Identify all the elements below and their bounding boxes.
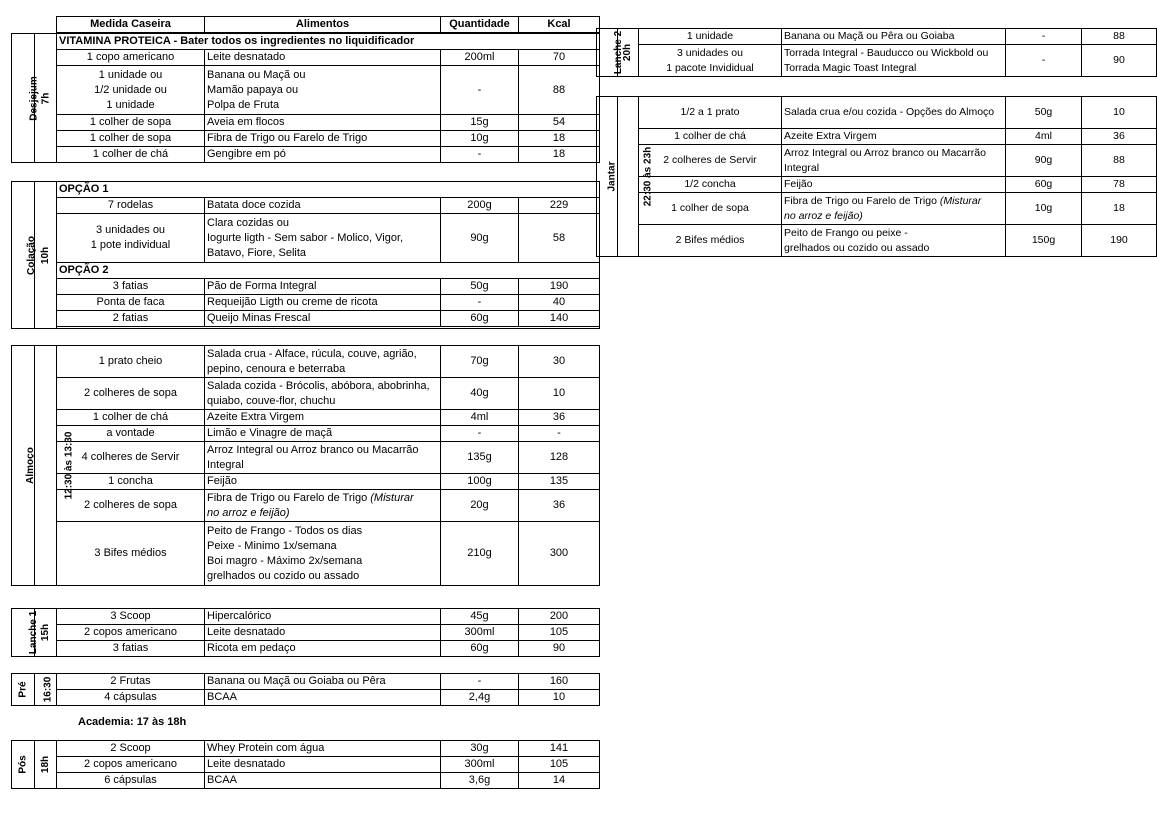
measure-cell: 1 colher de sopa bbox=[57, 131, 205, 147]
header-quantidade: Quantidade bbox=[441, 17, 519, 33]
table-row bbox=[12, 609, 600, 625]
kcal-cell: 10 bbox=[519, 690, 600, 706]
header-medida: Medida Caseira bbox=[57, 17, 205, 33]
quantity-cell: - bbox=[441, 426, 519, 442]
measure-cell: 1 colher de chá bbox=[639, 129, 782, 145]
food-cell: BCAA bbox=[205, 773, 441, 789]
pos-time-label-text: 18h bbox=[39, 755, 51, 774]
kcal-cell: 36 bbox=[519, 490, 600, 522]
food-cell: Feijão bbox=[205, 474, 441, 490]
measure-cell: 3 unidades ou 1 pacote Invididual bbox=[639, 45, 782, 77]
kcal-cell: 88 bbox=[519, 66, 600, 115]
quantity-cell: 50g bbox=[1006, 97, 1082, 129]
quantity-cell: 200ml bbox=[441, 50, 519, 66]
pre-table bbox=[11, 673, 600, 706]
almoco-meal-label bbox=[12, 346, 35, 586]
measure-cell: 2 copos americano bbox=[57, 625, 205, 641]
quantity-cell: 10g bbox=[1006, 193, 1082, 225]
blank-cell bbox=[57, 327, 600, 329]
measure-cell: 1 unidade bbox=[639, 29, 782, 45]
colacao-time-label-text: 10h bbox=[39, 246, 51, 264]
colacao-meal-label bbox=[12, 182, 35, 329]
quantity-cell: - bbox=[1006, 45, 1082, 77]
quantity-cell: - bbox=[1006, 29, 1082, 45]
option2-title: OPÇÃO 2 bbox=[57, 263, 600, 279]
food-cell: Pão de Forma Integral bbox=[205, 279, 441, 295]
lanche1-meal-label bbox=[12, 609, 40, 657]
table-row bbox=[597, 193, 1157, 225]
almoco-time-label-text: 12:30 às 13:30 bbox=[63, 431, 75, 500]
measure-cell: 6 cápsulas bbox=[57, 773, 205, 789]
measure-cell: Ponta de faca bbox=[57, 295, 205, 311]
table-row bbox=[12, 115, 600, 131]
jantar-meal-label bbox=[597, 97, 618, 257]
food-cell: Leite desnatado bbox=[205, 625, 441, 641]
food-cell: Aveia em flocos bbox=[205, 115, 441, 131]
table-row bbox=[12, 773, 600, 789]
food-cell: Salada crua e/ou cozida - Opções do Almoço bbox=[782, 97, 1006, 129]
kcal-cell: 229 bbox=[519, 198, 600, 214]
almoco-meal-label-text: Almoço bbox=[24, 447, 36, 484]
lanche2-time-label-text: 20h bbox=[622, 43, 634, 62]
quantity-cell: 50g bbox=[441, 279, 519, 295]
quantity-cell: 3,6g bbox=[441, 773, 519, 789]
desjejum-meal-label bbox=[12, 34, 40, 163]
measure-cell: 1 prato cheio bbox=[57, 346, 205, 378]
measure-cell: 3 Scoop bbox=[57, 609, 205, 625]
food-cell: Leite desnatado bbox=[205, 757, 441, 773]
kcal-cell: 36 bbox=[1082, 129, 1157, 145]
section-title: VITAMINA PROTEICA - Bater todos os ingredientes no liquidificador bbox=[57, 34, 600, 50]
quantity-cell: 15g bbox=[441, 115, 519, 131]
jantar-time-label-text: 22:30 às 23h bbox=[642, 146, 654, 207]
option1-title: OPÇÃO 1 bbox=[57, 182, 600, 198]
table-row bbox=[12, 757, 600, 773]
measure-cell: 2 Bifes médios bbox=[639, 225, 782, 257]
lanche2-meal-label bbox=[597, 29, 625, 77]
food-cell: Fibra de Trigo ou Farelo de Trigo (Misturar no arroz e feijão) bbox=[205, 490, 441, 522]
colacao-time-label bbox=[35, 182, 57, 329]
table-row bbox=[597, 97, 1157, 129]
measure-cell: 3 unidades ou 1 pote individual bbox=[57, 214, 205, 263]
kcal-cell: 135 bbox=[519, 474, 600, 490]
table-row bbox=[12, 131, 600, 147]
quantity-cell: 4ml bbox=[441, 410, 519, 426]
table-row bbox=[12, 198, 600, 214]
table-row bbox=[12, 674, 600, 690]
quantity-cell: 30g bbox=[441, 741, 519, 757]
desjejum-table bbox=[11, 33, 600, 163]
quantity-cell: - bbox=[441, 674, 519, 690]
food-cell: Peito de Frango ou peixe - grelhados ou cozido ou assado bbox=[782, 225, 1006, 257]
table-row bbox=[12, 279, 600, 295]
kcal-cell: 90 bbox=[1082, 45, 1157, 77]
kcal-cell: 88 bbox=[1082, 29, 1157, 45]
measure-cell: 2 copos americano bbox=[57, 757, 205, 773]
quantity-cell: 300ml bbox=[441, 757, 519, 773]
pre-time-label-text: 16:30 bbox=[42, 676, 54, 703]
table-row bbox=[12, 295, 600, 311]
kcal-cell: 10 bbox=[1082, 97, 1157, 129]
lanche1-meal-label-text: Lanche 1 bbox=[28, 610, 40, 655]
quantity-cell: 210g bbox=[441, 522, 519, 586]
quantity-cell: 300ml bbox=[441, 625, 519, 641]
table-row bbox=[12, 442, 600, 474]
quantity-cell: 70g bbox=[441, 346, 519, 378]
kcal-cell: 70 bbox=[519, 50, 600, 66]
section-title-row bbox=[12, 34, 600, 50]
table-row bbox=[12, 147, 600, 163]
kcal-cell: 128 bbox=[519, 442, 600, 474]
desjejum-time-label-text: 7h bbox=[39, 92, 51, 104]
measure-cell: 4 colheres de Servir bbox=[57, 442, 205, 474]
food-cell: Azeite Extra Virgem bbox=[205, 410, 441, 426]
food-cell: Whey Protein com água bbox=[205, 741, 441, 757]
measure-cell: 1/2 concha bbox=[639, 177, 782, 193]
food-cell: Azeite Extra Virgem bbox=[782, 129, 1006, 145]
quantity-cell: - bbox=[441, 66, 519, 115]
table-row bbox=[597, 45, 1157, 77]
pos-meal-label-text: Pós bbox=[17, 755, 29, 774]
jantar-table bbox=[596, 96, 1157, 257]
measure-cell: 2 colheres de sopa bbox=[57, 378, 205, 410]
measure-cell: 1 colher de chá bbox=[57, 147, 205, 163]
jantar-meal-label-text: Jantar bbox=[606, 161, 618, 192]
kcal-cell: 300 bbox=[519, 522, 600, 586]
measure-cell: 2 colheres de sopa bbox=[57, 490, 205, 522]
pos-meal-label bbox=[12, 741, 35, 789]
pre-meal-label-text: Pré bbox=[17, 681, 29, 698]
blank-row bbox=[12, 327, 600, 329]
table-row bbox=[12, 690, 600, 706]
food-cell: Leite desnatado bbox=[205, 50, 441, 66]
measure-cell: 2 colheres de Servir bbox=[639, 145, 782, 177]
measure-cell: 1 concha bbox=[57, 474, 205, 490]
kcal-cell: 36 bbox=[519, 410, 600, 426]
table-row bbox=[12, 426, 600, 442]
food-cell: Hipercalórico bbox=[205, 609, 441, 625]
food-cell: Banana ou Maçã ou Mamão papaya ou Polpa de Fruta bbox=[205, 66, 441, 115]
food-cell: Torrada Integral - Bauducco ou Wickbold ou Torrada Magic Toast Integral bbox=[782, 45, 1006, 77]
kcal-cell: 30 bbox=[519, 346, 600, 378]
table-row bbox=[597, 177, 1157, 193]
measure-cell: 1 unidade ou 1/2 unidade ou 1 unidade bbox=[57, 66, 205, 115]
table-row bbox=[12, 378, 600, 410]
measure-cell: 2 Scoop bbox=[57, 741, 205, 757]
measure-cell: 7 rodelas bbox=[57, 198, 205, 214]
kcal-cell: 190 bbox=[519, 279, 600, 295]
quantity-cell: 100g bbox=[441, 474, 519, 490]
quantity-cell: 2,4g bbox=[441, 690, 519, 706]
measure-cell: 1 colher de chá bbox=[57, 410, 205, 426]
measure-cell: 1 colher de sopa bbox=[57, 115, 205, 131]
lanche1-table bbox=[11, 608, 600, 657]
quantity-cell: 45g bbox=[441, 609, 519, 625]
food-cell: Queijo Minas Frescal bbox=[205, 311, 441, 327]
quantity-cell: - bbox=[441, 295, 519, 311]
food-note: (Misturar no arroz e feijão) bbox=[207, 491, 414, 519]
kcal-cell: 140 bbox=[519, 311, 600, 327]
table-row bbox=[12, 311, 600, 327]
quantity-cell: - bbox=[441, 147, 519, 163]
food-cell: Arroz Integral ou Arroz branco ou Macarrão Integral bbox=[205, 442, 441, 474]
table-row bbox=[597, 129, 1157, 145]
academia-note: Academia: 17 às 18h bbox=[78, 716, 187, 728]
kcal-cell: 160 bbox=[519, 674, 600, 690]
quantity-cell: 60g bbox=[441, 311, 519, 327]
kcal-cell: 10 bbox=[519, 378, 600, 410]
food-cell: Gengibre em pó bbox=[205, 147, 441, 163]
pre-meal-label bbox=[12, 674, 35, 706]
quantity-cell: 4ml bbox=[1006, 129, 1082, 145]
food-cell: Arroz Integral ou Arroz branco ou Macarrão Integral bbox=[782, 145, 1006, 177]
quantity-cell: 10g bbox=[441, 131, 519, 147]
food-cell: Banana ou Maçã ou Goiaba ou Pêra bbox=[205, 674, 441, 690]
food-cell: Fibra de Trigo ou Farelo de Trigo (Misturar no arroz e feijão) bbox=[782, 193, 1006, 225]
kcal-cell: 14 bbox=[519, 773, 600, 789]
lanche2-meal-label-text: Lanche 2 bbox=[613, 30, 625, 75]
kcal-cell: 40 bbox=[519, 295, 600, 311]
colacao-meal-label-text: Colação bbox=[25, 235, 37, 275]
quantity-cell: 135g bbox=[441, 442, 519, 474]
measure-cell: 3 fatias bbox=[57, 641, 205, 657]
kcal-cell: 90 bbox=[519, 641, 600, 657]
measure-cell: a vontade bbox=[57, 426, 205, 442]
kcal-cell: 105 bbox=[519, 625, 600, 641]
table-row bbox=[12, 625, 600, 641]
pos-table bbox=[11, 740, 600, 789]
quantity-cell: 90g bbox=[441, 214, 519, 263]
food-cell: Fibra de Trigo ou Farelo de Trigo bbox=[205, 131, 441, 147]
quantity-cell: 150g bbox=[1006, 225, 1082, 257]
lanche2-table bbox=[596, 28, 1157, 77]
table-row bbox=[12, 641, 600, 657]
food-cell: Feijão bbox=[782, 177, 1006, 193]
lanche1-time-label-text: 15h bbox=[39, 623, 51, 642]
option1-row bbox=[12, 182, 600, 198]
colacao-table bbox=[11, 181, 600, 329]
kcal-cell: 88 bbox=[1082, 145, 1157, 177]
food-cell: Salada cozida - Brócolis, abóbora, abobrinha, quiabo, couve-flor, chuchu bbox=[205, 378, 441, 410]
food-note: (Misturar no arroz e feijão) bbox=[784, 194, 982, 222]
kcal-cell: 190 bbox=[1082, 225, 1157, 257]
food-cell: Clara cozidas ou Iogurte ligth - Sem sabor - Molico, Vigor, Batavo, Fiore, Selita bbox=[205, 214, 441, 263]
food-cell: BCAA bbox=[205, 690, 441, 706]
header-alimentos: Alimentos bbox=[205, 17, 441, 33]
food-cell: Requeijão Ligth ou creme de ricota bbox=[205, 295, 441, 311]
food-cell: Peito de Frango - Todos os dias Peixe - Minimo 1x/semana Boi magro - Máximo 2x/semana grelhados ou cozido ou assado bbox=[205, 522, 441, 586]
header-kcal: Kcal bbox=[519, 17, 600, 33]
table-row bbox=[12, 410, 600, 426]
kcal-cell: 105 bbox=[519, 757, 600, 773]
measure-cell: 1 colher de sopa bbox=[639, 193, 782, 225]
table-row bbox=[12, 522, 600, 586]
almoco-table bbox=[11, 345, 600, 586]
pos-time-label bbox=[35, 741, 57, 789]
quantity-cell: 200g bbox=[441, 198, 519, 214]
kcal-cell: 58 bbox=[519, 214, 600, 263]
kcal-cell: 141 bbox=[519, 741, 600, 757]
desjejum-time-label bbox=[35, 34, 57, 163]
table-row bbox=[597, 145, 1157, 177]
table-row bbox=[597, 225, 1157, 257]
measure-cell: 3 Bifes médios bbox=[57, 522, 205, 586]
food-cell: Salada crua - Alface, rúcula, couve, agrião, pepino, cenoura e beterraba bbox=[205, 346, 441, 378]
table-row bbox=[12, 50, 600, 66]
kcal-cell: 78 bbox=[1082, 177, 1157, 193]
measure-cell: 3 fatias bbox=[57, 279, 205, 295]
pre-time-label bbox=[35, 674, 57, 706]
quantity-cell: 60g bbox=[1006, 177, 1082, 193]
quantity-cell: 90g bbox=[1006, 145, 1082, 177]
jantar-time-label bbox=[618, 97, 654, 257]
kcal-cell: 54 bbox=[519, 115, 600, 131]
desjejum-meal-label-text: Desjejum bbox=[28, 75, 40, 121]
option2-row bbox=[12, 263, 600, 279]
kcal-cell: 200 bbox=[519, 609, 600, 625]
food-cell: Ricota em pedaço bbox=[205, 641, 441, 657]
kcal-cell: 18 bbox=[1082, 193, 1157, 225]
table-row bbox=[597, 29, 1157, 45]
food-cell: Batata doce cozida bbox=[205, 198, 441, 214]
food-cell: Banana ou Maçã ou Pêra ou Goiaba bbox=[782, 29, 1006, 45]
header-table bbox=[56, 16, 600, 33]
measure-cell: 1/2 a 1 prato bbox=[639, 97, 782, 129]
quantity-cell: 40g bbox=[441, 378, 519, 410]
measure-cell: 1 copo americano bbox=[57, 50, 205, 66]
quantity-cell: 20g bbox=[441, 490, 519, 522]
measure-cell: 4 cápsulas bbox=[57, 690, 205, 706]
measure-cell: 2 Frutas bbox=[57, 674, 205, 690]
table-row bbox=[12, 66, 600, 115]
table-row bbox=[12, 346, 600, 378]
kcal-cell: - bbox=[519, 426, 600, 442]
kcal-cell: 18 bbox=[519, 131, 600, 147]
table-row bbox=[12, 474, 600, 490]
table-row bbox=[12, 490, 600, 522]
kcal-cell: 18 bbox=[519, 147, 600, 163]
food-cell: Limão e Vinagre de maçã bbox=[205, 426, 441, 442]
table-row bbox=[12, 214, 600, 263]
table-row bbox=[12, 741, 600, 757]
quantity-cell: 60g bbox=[441, 641, 519, 657]
measure-cell: 2 fatias bbox=[57, 311, 205, 327]
